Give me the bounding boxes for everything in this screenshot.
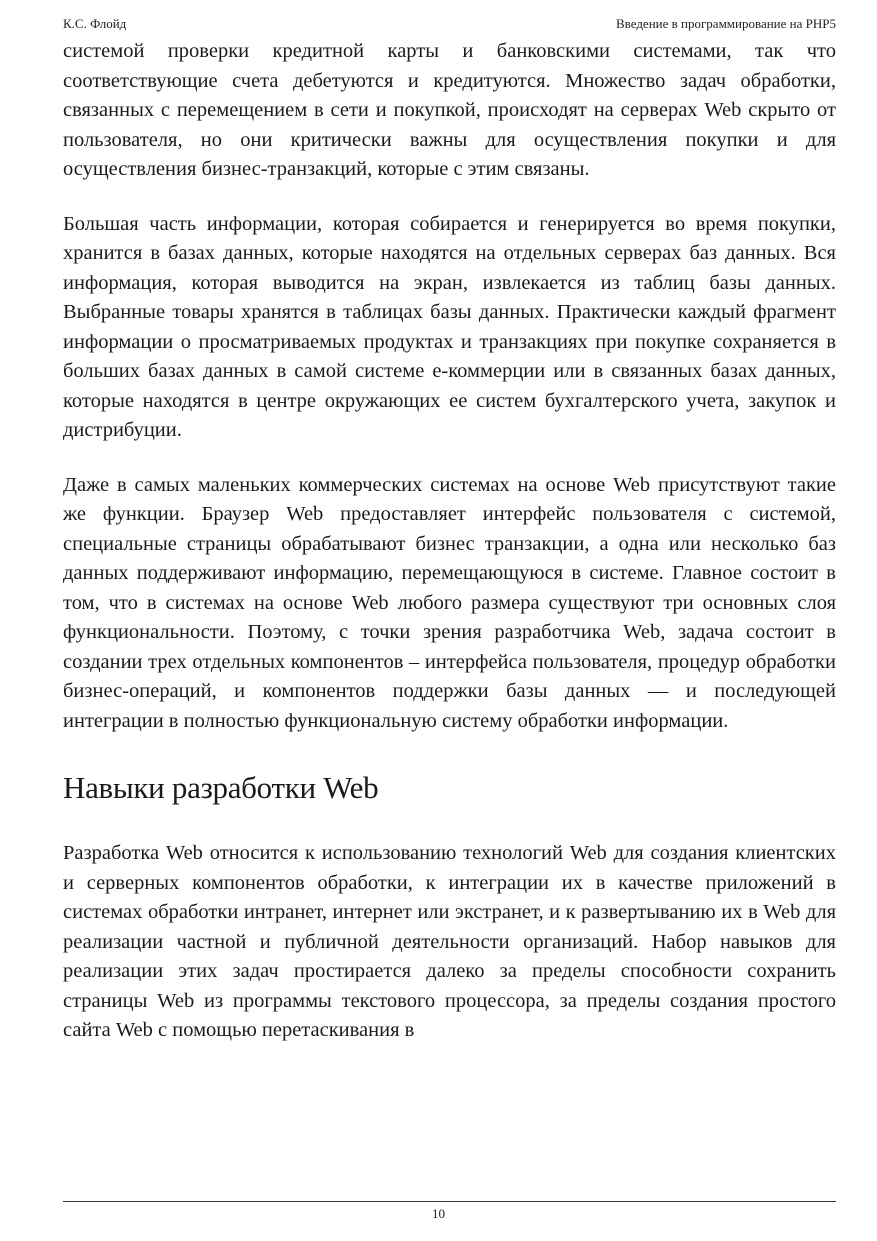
body-paragraph-3: Даже в самых маленьких коммерческих системах на основе Web присутствуют такие же функции. Браузер Web предоставляет интерфейс пользователя с системой, специальные страницы обрабатывают бизнес транзакции, а одна или несколько баз данных поддерживают информацию, перемещающуюся в системе. Главное состоит в том, что в системах на основе Web любого размера существуют три основных слоя функциональности. Поэтому, с точки зрения разработчика Web, задача состоит в создании трех отдельных компонентов – интерфейса пользователя, процедур обработки бизнес-операций, и компонентов поддержки базы данных — и последующей интеграции в полностью функциональную систему обработки информации. (63, 473, 836, 732)
body-paragraph-2: Большая часть информации, которая собирается и генерируется во время покупки, хранится в базах данных, которые находятся на отдельных серверах баз данных. Вся информация, которая выводится на экран, извлекается из таблиц базы данных. Выбранные товары хранятся в таблицах базы данных. Практически каждый фрагмент информации о просматриваемых продуктах и транзакциях при покупке сохраняется в больших базах данных в самой системе e-коммерции или в связанных базах данных, которые находятся в центре окружающих ее систем бухгалтерского учета, закупок и дистрибуции. (63, 212, 836, 441)
body-paragraph-1: системой проверки кредитной карты и банковскими системами, так что соответствующие счета дебетуются и кредитуются. Множество задач обработки, связанных с перемещением в сети и покупкой, происходят на серверах Web скрыто от пользователя, но они критически важны для осуществления покупки и для осуществления бизнес-транзакций, которые с этим связаны. (63, 40, 836, 180)
page-content (63, 37, 836, 1046)
page-number: 10 (432, 1206, 445, 1221)
running-header (63, 15, 836, 33)
body-paragraph-4: Разработка Web относится к использованию технологий Web для создания клиентских и серверных компонентов обработки, к интеграции их в качестве приложений в системах обработки интранет, интернет или экстранет, и к развертыванию их в Web для реализации частной и публичной деятельности организаций. Набор навыков для реализации этих задач простирается далеко за пределы способности сохранить страницы Web из программы текстового процессора, за пределы создания простого сайта Web с помощью перетаскивания в (63, 842, 836, 1041)
section-heading: Навыки разработки Web (63, 770, 379, 805)
footer-divider (63, 1201, 836, 1202)
header-book-title: Введение в программирование на PHP5 (615, 16, 836, 31)
header-author: К.С. Флойд (63, 16, 127, 31)
